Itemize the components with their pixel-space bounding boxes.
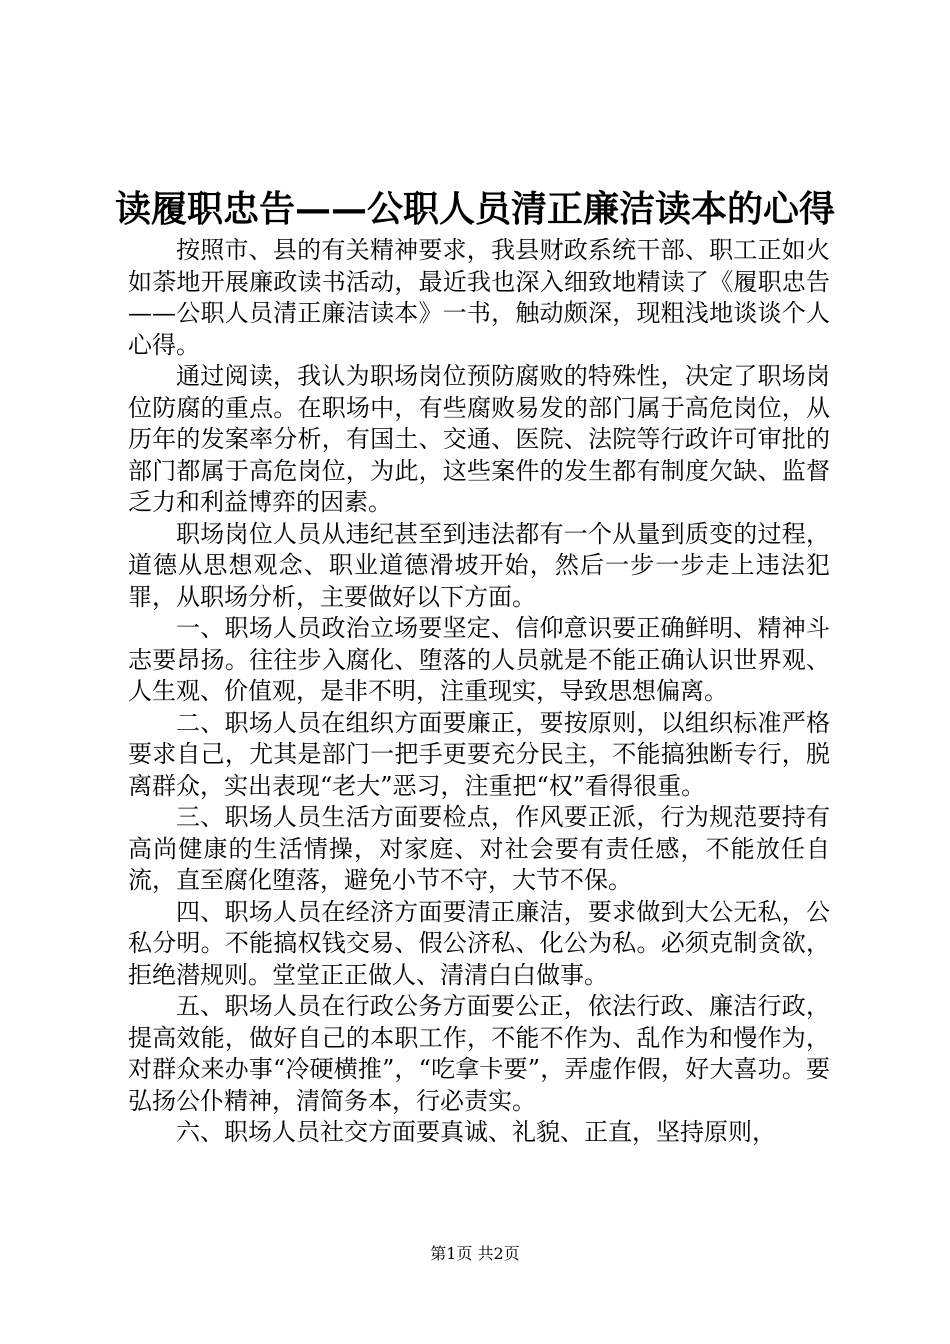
paragraph-point-1: 一、职场人员政治立场要坚定、信仰意识要正确鲜明、精神斗志要昂扬。往往步入腐化、堕落的人员就是不能正确认识世界观、人生观、价值观，是非不明，注重现实，导致思想偏离。 [128, 614, 830, 705]
paragraph-point-4: 四、职场人员在经济方面要清正廉洁，要求做到大公无私，公私分明。不能搞权钱交易、假公济私、化公为私。必须克制贪欲，拒绝潜规则。堂堂正正做人、清清白白做事。 [128, 897, 830, 989]
paragraph-point-2: 二、职场人员在组织方面要廉正，要按原则，以组织标准严格要求自己，尤其是部门一把手更要充分民主，不能搞独断专行，脱离群众，实出表现“老大”恶习，注重把“权”看得很重。 [128, 708, 830, 800]
document-body [128, 235, 830, 1149]
paragraph-intro: 按照市、县的有关精神要求，我县财政系统干部、职工正如火如荼地开展廉政读书活动，最近我也深入细致地精读了《履职忠告——公职人员清正廉洁读本》一书，触动颇深，现粗浅地谈谈个人心得。 [128, 236, 830, 359]
paragraph-point-6: 六、职场人员社交方面要真诚、礼貌、正直，坚持原则， [176, 1118, 776, 1146]
paragraph-process: 职场岗位人员从违纪甚至到违法都有一个从量到质变的过程，道德从思想观念、职业道德滑坡开始，然后一步一步走上违法犯罪，从职场分析，主要做好以下方面。 [128, 519, 830, 611]
paragraph-point-3: 三、职场人员生活方面要检点，作风要正派，行为规范要持有高尚健康的生活情操，对家庭、对社会要有责任感，不能放任自流，直至腐化堕落，避免小节不守，大节不保。 [128, 803, 830, 894]
paragraph-reading: 通过阅读，我认为职场岗位预防腐败的特殊性，决定了职场岗位防腐的重点。在职场中，有些腐败易发的部门属于高危岗位，从历年的发案率分析，有国土、交通、医院、法院等行政许可审批的部门都属于高危岗位，为此，这些案件的发生都有制度欠缺、监督乏力和利益博弈的因素。 [128, 362, 830, 516]
page-number-footer: 第1页 共2页 [430, 1244, 520, 1263]
document-title: 读履职忠告——公职人员清正廉洁读本的心得 [114, 188, 835, 230]
paragraph-point-5: 五、职场人员在行政公务方面要公正，依法行政、廉洁行政，提高效能，做好自己的本职工作，不能不作为、乱作为和慢作为，对群众来办事“冷硬横推”，“吃拿卡要”，弄虚作假，好大喜功。要弘扬公仆精神，清简务本，行必责实。 [128, 992, 830, 1115]
